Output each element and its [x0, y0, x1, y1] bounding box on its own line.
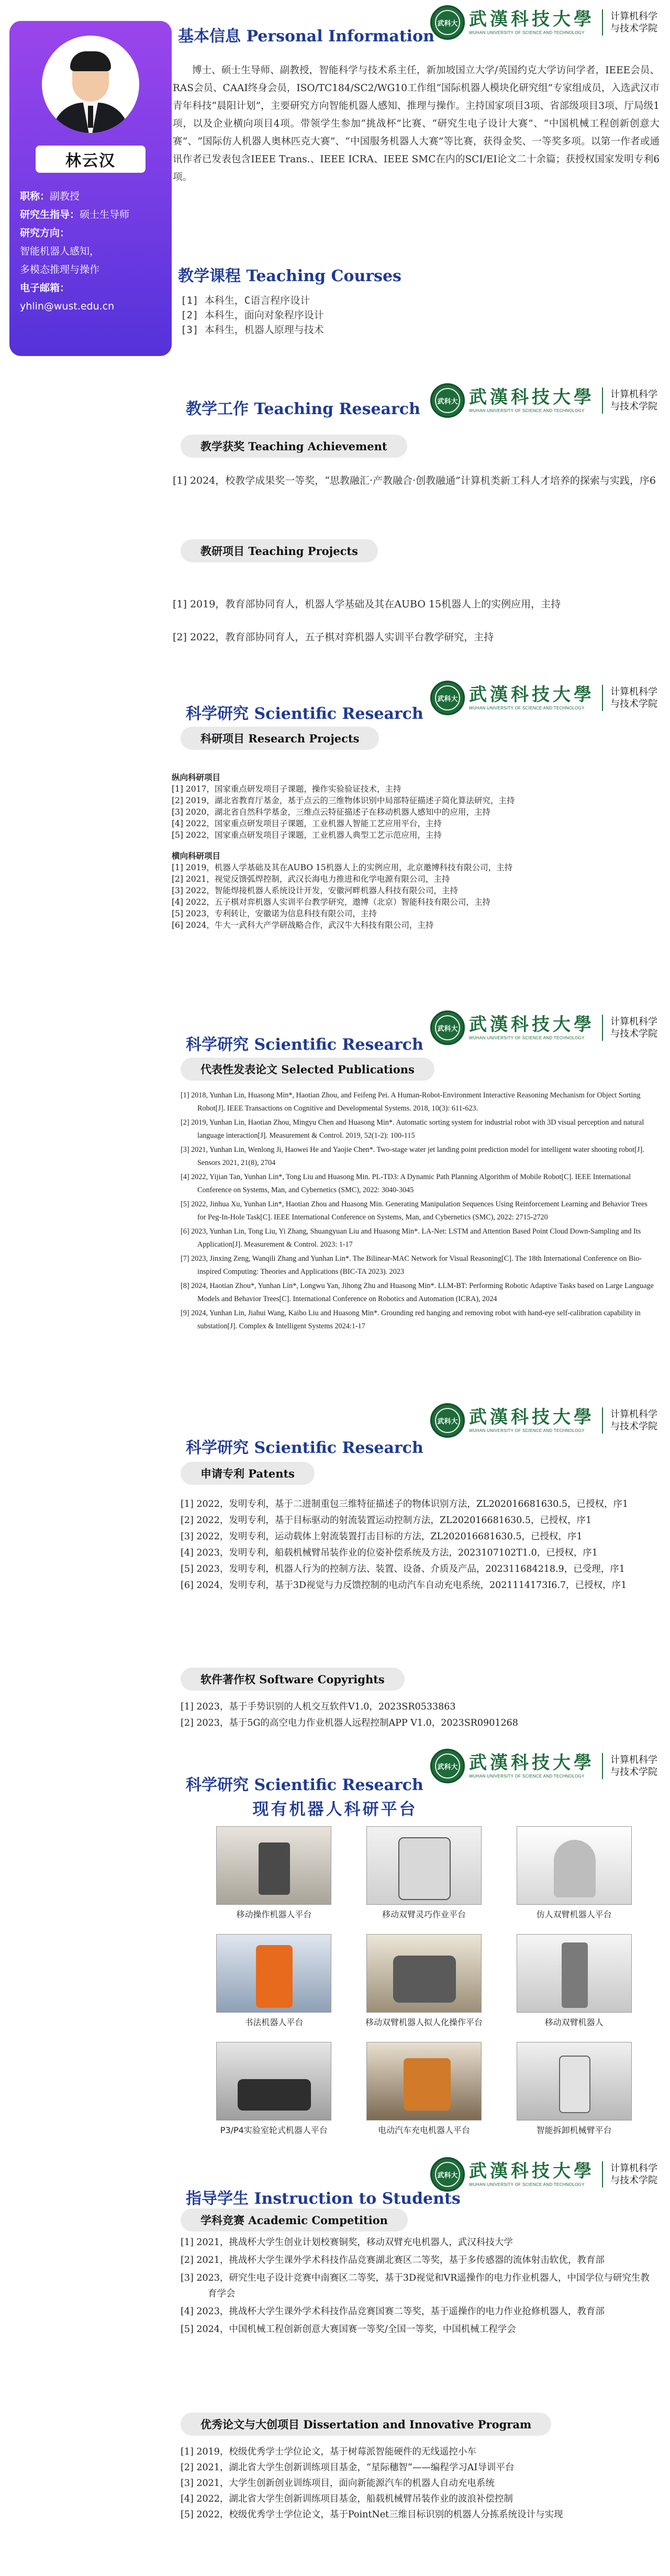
basic-info-text: 博士、硕士生导师、副教授，智能科学与技术系主任，新加坡国立大学/英国约克大学访问学者，IEEE会员、RAS会员、CAAI终身会员，ISO/TC184/SC2/WG10工作组“国际机器人模块化研究组”专家组成员，入选武汉市青年科技“晨阳计划”，主要研究方向智能机器人感知、推理与操作。主持国家项目3项、省部级项目3项、厅局级1项，以及企业横向项目4项。带领学生参加“挑战杯”比赛、“研究生电子设计大赛”、“中国机械工程创新创意大赛”、“国际仿人机器人奥林匹克大赛”、“中国服务机器人大赛”等比赛，获得金奖、一等奖多项。以第一作者或通讯作者已发表包含IEEE Trans.、IEEE ICRA、IEEE SMC在内的SCI/EI论文二十余篇；获授权国家发明专利6项。	[173, 65, 660, 183]
profile-row: 研究方向：	[20, 227, 70, 239]
publications-title: 科学研究 Scientific Research	[186, 1036, 423, 1054]
thesis-item: [2] 2021，湖北省大学生创新训练项目基金，“星际穗智”——编程学习AI导训平台	[181, 2462, 515, 2473]
list-item: [4] 2022，五子棋对弈机器人实训平台教学研究，遨博（北京）智能科技有限公司，主持	[172, 897, 490, 907]
publication-item: [8] 2024, Haotian Zhou*, Yunhan Lin*, Longwu Yan, Jihong Zhu and Huasong Min*. LLM-BT: Performing Robotic Adaptive Tasks based on Large Language Models and Behavior Trees[C]. International Conference on Robotics and Automation (ICRA), 2024	[181, 1282, 654, 1303]
list-item: [5] 2023，专利转让，安徽诺为信息科技有限公司，主持	[172, 909, 377, 918]
avatar	[42, 36, 139, 133]
platform-caption: 电动汽车充电机器人平台	[377, 2125, 470, 2135]
software-item: [1] 2023，基于手势识别的人机交互软件V1.0，2023SR0533863	[181, 1702, 456, 1712]
publication-item: [2] 2019, Yunhan Lin, Haotian Zhou, Mingyu Chen and Huasong Min*. Automatic sorting system for industrial robot with 3D visual perception and natural language interaction[J]. Measurement & Control. 2019, 52(1-2): 100-115	[181, 1118, 644, 1140]
platform-photo	[216, 1826, 331, 1905]
teaching-achievement-pill: 教学获奖 Teaching Achievement	[181, 435, 407, 458]
thesis-pill: 优秀论文与大创项目 Dissertation and Innovative Program	[181, 2413, 551, 2436]
publication-item: [3] 2021, Yunhan Lin, Wenlong Ji, Haowei He and Yaojie Chen*. Two-stage water jet landing point prediction model for intelligent water shooting robot[J]. Sensors 2021, 21(8), 2704	[181, 1146, 644, 1167]
seal-icon: 武科大	[430, 1011, 465, 1045]
competition-item: [5] 2024，中国机械工程创新创意大赛国赛一等奖/全国一等奖，中国机械工程学会	[181, 2324, 516, 2335]
list-item: [2] 2019，湖北省教育厅基金，基于点云的三维物体识别中局部特征描述子简化算法研究，主持	[172, 796, 515, 805]
platform-card	[360, 2042, 489, 2147]
software-list	[181, 1699, 654, 1731]
thesis-list	[181, 2444, 654, 2523]
profile-row: 电子邮箱：	[20, 282, 70, 294]
competition-item: [3] 2023，研究生电子设计竞赛中南赛区二等奖，基于3D视觉和VR遥操作的电力作业机器人，中国学位与研究生教育学会	[181, 2273, 650, 2299]
research-project-list	[172, 770, 664, 931]
course-item: [2] 本科生，面向对象程序设计	[181, 309, 324, 321]
platform-photo	[366, 1826, 482, 1905]
list-item: [1] 2019，机器人学基础及其在AUBO 15机器人上的实例应用，北京邀博科技有限公司，主持	[172, 863, 513, 872]
platform-title: 现有机器人科研平台	[252, 1800, 418, 1819]
software-item: [2] 2023，基于5G的高空电力作业机器人远程控制APP V1.0，2023SR0901268	[181, 1718, 518, 1728]
patents-section	[0, 1403, 670, 1749]
publication-item: [5] 2022, Jinhua Xu, Yunhan Lin*, Haotian Zhou and Huasong Min. Generating Manipulation Sequences Using Reinforcement Learning and Behavior Trees for Peg-In-Hole Task[C]. IEEE International Conference on Systems, Man, and Cybernetics (SMC), 2022: 2715-2720	[181, 1200, 647, 1222]
list-item: [1] 2024，校教学成果奖一等奖，“思教融汇·产教融合·创教融通”计算机类新工科人才培养的探索与实践，序6	[173, 475, 656, 486]
teaching-projects-pill: 教研项目 Teaching Projects	[181, 539, 378, 562]
list-item: [6] 2024，牛大一武科大产学研战略合作，武汉牛大科技有限公司，主持	[172, 920, 434, 930]
platform-card	[360, 1934, 489, 2039]
patent-item: [6] 2024，发明专利，基于3D视觉与力反馈控制的电动汽车自动充电系统，2021114173I6.7，已授权，序1	[181, 1580, 627, 1591]
university-logo: 武科大 武漢科技大學 WUHAN UNIVERSITY OF SCIENCE AND TECHNOLOGY 计算机科学 与技术学院	[430, 1011, 657, 1045]
patents-section-title: 科学研究 Scientific Research	[186, 1439, 423, 1457]
platform-photo	[517, 1826, 632, 1905]
teaching-courses-title: 教学课程 Teaching Courses	[178, 267, 401, 285]
patents-pill: 申请专利 Patents	[181, 1462, 315, 1485]
university-logo: 武科大 武漢科技大學 WUHAN UNIVERSITY OF SCIENCE AND TECHNOLOGY 计算机科学 与技术学院	[430, 1749, 657, 1783]
achievement-list	[173, 472, 660, 494]
platform-grid	[209, 1826, 639, 2147]
vertical-projects-heading: 纵向科研项目	[172, 772, 221, 782]
teaching-research-section	[0, 377, 670, 681]
profile-row: 职称：副教授	[20, 191, 80, 202]
profile-info	[20, 187, 166, 316]
competition-item: [2] 2021，挑战杯大学生课外学术科技作品竞赛湖北赛区二等奖，基于多传感器的流体射击软优，教育部	[181, 2255, 605, 2266]
platform-card	[509, 1826, 639, 1931]
competition-list	[181, 2235, 654, 2339]
seal-icon: 武科大	[430, 383, 465, 418]
seal-icon: 武科大	[430, 2157, 465, 2192]
basic-info-title: 基本信息 Personal Information	[178, 27, 434, 46]
platform-photo	[216, 2042, 331, 2120]
list-item: [2] 2022，教育部协同育人，五子棋对弈机器人实训平台教学研究，主持	[173, 631, 494, 643]
seal-icon: 武科大	[430, 681, 465, 715]
platform-card	[209, 2042, 339, 2147]
publications-pill: 代表性发表论文 Selected Publications	[181, 1058, 434, 1081]
university-logo: 武科大 武漢科技大學 WUHAN UNIVERSITY OF SCIENCE AND TECHNOLOGY 计算机科学 与技术学院	[430, 681, 657, 715]
platforms-section	[0, 1749, 670, 2157]
research-title: 科学研究 Scientific Research	[186, 705, 423, 723]
platform-caption: P3/P4实验室轮式机器人平台	[220, 2125, 328, 2135]
teaching-research-title: 教学工作 Teaching Research	[186, 400, 420, 418]
platforms-section-title: 科学研究 Scientific Research	[186, 1776, 423, 1794]
research-projects-pill: 科研项目 Research Projects	[181, 727, 379, 750]
publication-item: [4] 2022, Yijian Tan, Yunhan Lin*, Tong Liu and Huasong Min. PL-TD3: A Dynamic Path Planning Algorithm of Mobile Robot[C]. IEEE International Conference on Systems, Man, and Cybernetics (SMC), 2022: 3040-3045	[181, 1173, 631, 1194]
profile-email[interactable]: yhlin@wust.edu.cn	[20, 301, 115, 312]
profile-name-box	[36, 146, 146, 173]
software-copyrights-pill: 软件著作权 Software Copyrights	[181, 1668, 405, 1691]
platform-caption: 移动操作机器人平台	[236, 1909, 312, 1919]
thesis-item: [5] 2022，校级优秀学士学位论文，基于PointNet三维目标识别的机器人分拣系统设计与实现	[181, 2510, 563, 2520]
thesis-item: [1] 2019，校级优秀学士学位论文，基于树莓派智能硬件的无线遥控小车	[181, 2447, 476, 2457]
horizontal-projects-heading: 横向科研项目	[172, 851, 221, 861]
seal-icon: 武科大	[430, 1749, 465, 1783]
platform-card	[509, 2042, 639, 2147]
publication-item: [7] 2023, Jinxing Zeng, Wanqili Zhang and Yunhan Lin*. The Bilinear-MAC Network for Visual Reasoning[C]. The 18th International Conference on Bio-inspired Computing: Theories and Applications (BIC-TA 2023). 2023	[181, 1254, 642, 1276]
list-item: [5] 2022，国家重点研发项目子课题，工业机器人典型工艺示范应用，主持	[172, 830, 442, 840]
publication-item: [1] 2018, Yunhan Lin, Huasong Min*, Haotian Zhou, and Feifeng Pei. A Human-Robot-Environment Interactive Reasoning Mechanism for Object Sorting Robot[J]. IEEE Transactions on Cognitive and Developmental Systems. 2018, 10(3): 611-623.	[181, 1091, 641, 1113]
university-logo: 武科大 武漢科技大學 WUHAN UNIVERSITY OF SCIENCE AND TECHNOLOGY 计算机科学 与技术学院	[430, 2157, 657, 2192]
intro-section	[0, 0, 670, 377]
platform-caption: 智能拆卸机械臂平台	[536, 2125, 612, 2135]
patent-item: [3] 2022，发明专利，运动载体上射流装置打击目标的方法，ZL202016681630.5，已授权，序1	[181, 1531, 583, 1542]
list-item: [2] 2021，视觉反馈弧焊控制，武汉长海电力推进和化学电源有限公司，主持	[172, 874, 450, 884]
course-list	[181, 293, 324, 337]
competition-pill: 学科竞赛 Academic Competition	[181, 2208, 408, 2231]
platform-card	[209, 1934, 339, 2039]
thesis-item: [4] 2022，湖北省大学生创新训练项目基金，船载机械臂吊装作业的波浪补偿控制	[181, 2494, 513, 2504]
patent-list	[181, 1496, 654, 1594]
platform-caption: 书法机器人平台	[244, 2017, 304, 2027]
platform-caption: 移动双臂灵巧作业平台	[382, 1909, 466, 1919]
course-item: [1] 本科生，C语言程序设计	[181, 295, 310, 306]
students-title: 指导学生 Instruction to Students	[186, 2190, 461, 2208]
platform-photo	[366, 2042, 482, 2120]
patent-item: [4] 2023，发明专利，船载机械臂吊装作业的位姿补偿系统及方法，2023107102T1.0，已授权，序1	[181, 1548, 598, 1558]
publication-list	[181, 1089, 654, 1334]
platform-caption: 移动双臂机器人拟人化操作平台	[365, 2017, 483, 2027]
patent-item: [1] 2022，发明专利，基于二进制重包三维特征描述子的物体识别方法，ZL202016681630.5，已授权，序1	[181, 1499, 629, 1509]
platform-caption: 仿人双臂机器人平台	[536, 1909, 612, 1919]
platform-card	[209, 1826, 339, 1931]
patent-item: [2] 2022，发明专利，基于目标驱动的射流装置运动控制方法，ZL202016681630.5，已授权，序1	[181, 1515, 592, 1526]
platform-photo	[366, 1934, 482, 2013]
list-item: [3] 2020，湖北省自然科学基金，三维点云特征描述子在移动机器人感知中的应用，主持	[172, 807, 490, 817]
profile-row: 智能机器人感知，	[20, 246, 100, 257]
seal-icon: 武科大	[430, 5, 465, 40]
research-projects-section	[0, 681, 670, 984]
university-logo: 武科大 武漢科技大學 WUHAN UNIVERSITY OF SCIENCE AND TECHNOLOGY 计算机科学 与技术学院	[430, 383, 657, 418]
competition-item: [1] 2021，挑战杯大学生创业计划校赛铜奖，移动双臂充电机器人，武汉科技大学	[181, 2237, 513, 2248]
publications-section	[0, 1011, 670, 1403]
profile-card	[9, 21, 172, 356]
list-item: [4] 2022，国家重点研发项目子课题，工业机器人智能工艺应用平台，主持	[172, 819, 442, 828]
list-item: [3] 2022，智能焊接机器人系统设计开发，安徽河畔机器人科技有限公司，主持	[172, 886, 458, 895]
profile-row: 研究生指导：硕士生导师	[20, 209, 130, 220]
thesis-item: [3] 2021，大学生创新创业训练项目，面向新能源汽车的机器人自动充电系统	[181, 2478, 495, 2489]
seal-icon: 武科大	[430, 1403, 465, 1438]
students-section	[0, 2157, 670, 2576]
profile-row: 多模态推理与操作	[20, 264, 100, 275]
course-item: [3] 本科生，机器人原理与技术	[181, 324, 324, 336]
competition-item: [4] 2023，挑战杯大学生课外学术科技作品竞赛国赛二等奖，基于遥操作的电力作业抢修机器人，教育部	[181, 2306, 605, 2317]
publication-item: [6] 2023, Yunhan Lin, Tong Liu, Yi Zhang, Shuangyuan Liu and Huasong Min*. LA-Net: LSTM and Attention Based Point Cloud Down-Sampling and Its Application[J]. Measurement & Control. 2023: 1-17	[181, 1227, 641, 1249]
platform-card	[360, 1826, 489, 1931]
publication-item: [9] 2024, Yunhan Lin, Jiahui Wang, Kaibo Liu and Huasong Min*. Grounding red hanging and removing robot with hand-eye self-calibration capability in substation[J]. Complex & Intelligent Systems 2024:1-17	[181, 1309, 641, 1330]
platform-photo	[517, 2042, 632, 2120]
platform-photo	[216, 1934, 331, 2013]
platform-card	[509, 1934, 639, 2039]
list-item: [1] 2017，国家重点研发项目子课题，操作实验验证技术，主持	[172, 784, 401, 794]
university-logo: 武科大 武漢科技大學 WUHAN UNIVERSITY OF SCIENCE AND TECHNOLOGY 计算机科学 与技术学院	[430, 5, 657, 40]
platform-photo	[517, 1934, 632, 2013]
patent-item: [5] 2023，发明专利，机器人行为的控制方法、装置、设备、介质及产品，202311684218.9，已受理，序1	[181, 1564, 625, 1574]
list-item: [1] 2019，教育部协同育人，机器人学基础及其在AUBO 15机器人上的实例应用，主持	[173, 598, 561, 610]
platform-caption: 移动双臂机器人	[544, 2017, 604, 2027]
teaching-project-list	[173, 596, 660, 650]
profile-name: 林云汉	[65, 152, 116, 170]
university-logo: 武科大 武漢科技大學 WUHAN UNIVERSITY OF SCIENCE AND TECHNOLOGY 计算机科学 与技术学院	[430, 1403, 657, 1438]
